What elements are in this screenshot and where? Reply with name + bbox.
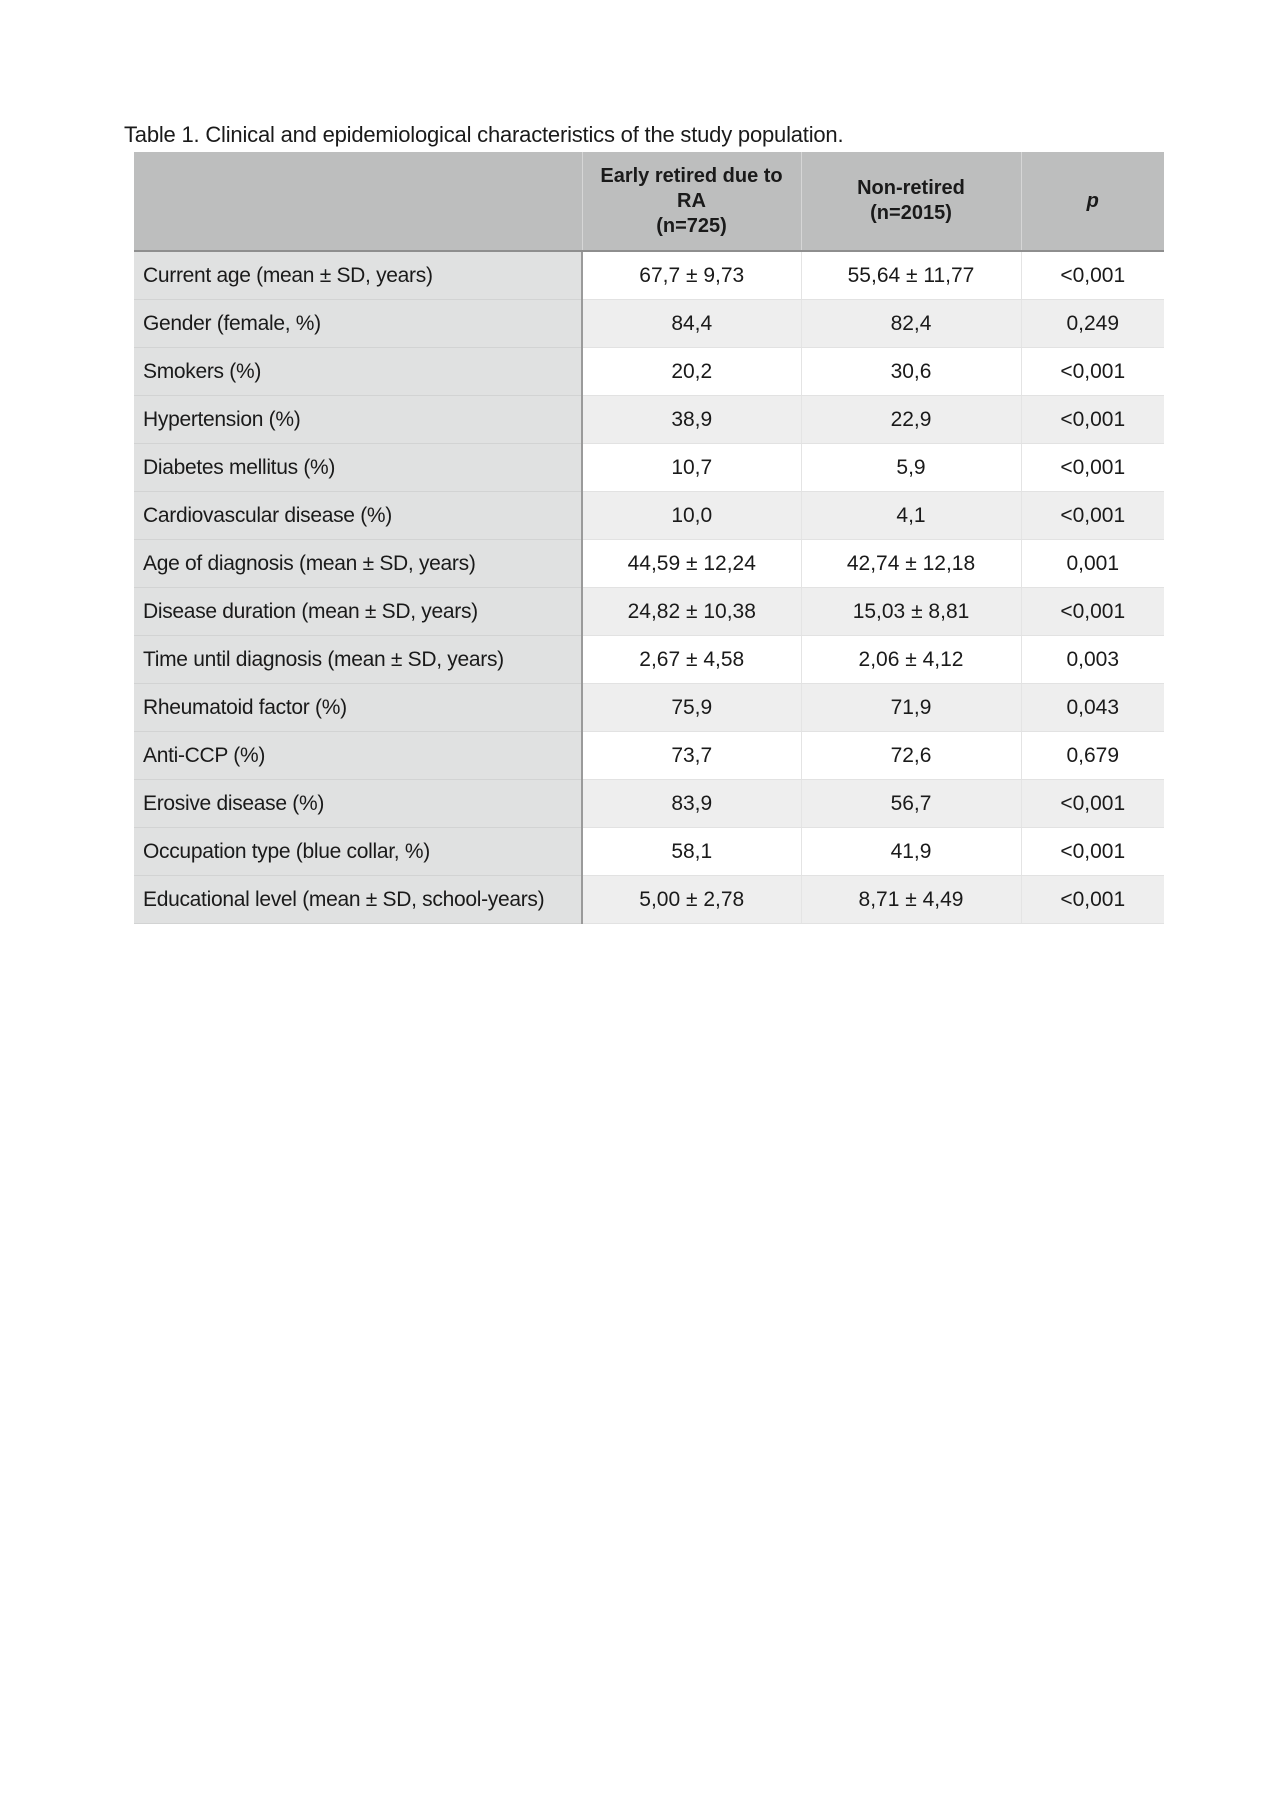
header-p-label: p [1086,189,1099,212]
row-label: Rheumatoid factor (%) [134,684,582,732]
cell-p-value: 0,043 [1021,684,1164,732]
table-row [134,780,1164,828]
cell-p-value: <0,001 [1021,780,1164,828]
cell-p-value: <0,001 [1021,492,1164,540]
header-non-retired-n: (n=2015) [870,202,952,224]
header-early-retired [582,152,801,251]
header-non-retired [801,152,1021,251]
table-row [134,876,1164,924]
cell-p-value: 0,249 [1021,300,1164,348]
cell-non-retired: 5,9 [801,444,1021,492]
cell-early-retired: 2,67 ± 4,58 [582,636,801,684]
cell-non-retired: 56,7 [801,780,1021,828]
cell-non-retired: 41,9 [801,828,1021,876]
cell-early-retired: 58,1 [582,828,801,876]
cell-early-retired: 38,9 [582,396,801,444]
cell-p-value: <0,001 [1021,348,1164,396]
cell-non-retired: 55,64 ± 11,77 [801,251,1021,300]
cell-early-retired: 67,7 ± 9,73 [582,251,801,300]
cell-p-value: <0,001 [1021,588,1164,636]
cell-p-value: 0,001 [1021,540,1164,588]
cell-p-value: <0,001 [1021,396,1164,444]
row-label: Current age (mean ± SD, years) [134,251,582,300]
header-row [134,152,1164,251]
header-early-retired-line2: RA [677,189,706,212]
row-label: Cardiovascular disease (%) [134,492,582,540]
cell-non-retired: 72,6 [801,732,1021,780]
cell-non-retired: 82,4 [801,300,1021,348]
row-label: Anti-CCP (%) [134,732,582,780]
cell-early-retired: 24,82 ± 10,38 [582,588,801,636]
header-characteristic [134,152,582,251]
cell-early-retired: 20,2 [582,348,801,396]
row-label: Occupation type (blue collar, %) [134,828,582,876]
table-caption: Table 1. Clinical and epidemiological characteristics of the study population. [124,122,844,147]
table-row [134,444,1164,492]
table-row [134,300,1164,348]
table-row [134,492,1164,540]
header-early-retired-n: (n=725) [656,214,727,237]
table-row [134,684,1164,732]
header-early-retired-line1: Early retired due to [600,164,783,187]
cell-p-value: 0,679 [1021,732,1164,780]
table-header [134,152,1164,251]
cell-p-value: <0,001 [1021,444,1164,492]
cell-p-value: 0,003 [1021,636,1164,684]
cell-non-retired: 71,9 [801,684,1021,732]
row-label: Disease duration (mean ± SD, years) [134,588,582,636]
table-row [134,732,1164,780]
cell-p-value: <0,001 [1021,876,1164,924]
cell-non-retired: 30,6 [801,348,1021,396]
header-p-value [1021,152,1164,251]
table-row [134,636,1164,684]
table-row [134,396,1164,444]
cell-non-retired: 4,1 [801,492,1021,540]
cell-early-retired: 75,9 [582,684,801,732]
cell-non-retired: 2,06 ± 4,12 [801,636,1021,684]
row-label: Age of diagnosis (mean ± SD, years) [134,540,582,588]
table-row [134,251,1164,300]
table-row [134,828,1164,876]
row-label: Erosive disease (%) [134,780,582,828]
cell-early-retired: 44,59 ± 12,24 [582,540,801,588]
cell-early-retired: 83,9 [582,780,801,828]
cell-early-retired: 84,4 [582,300,801,348]
row-label: Hypertension (%) [134,396,582,444]
cell-early-retired: 5,00 ± 2,78 [582,876,801,924]
cell-early-retired: 10,0 [582,492,801,540]
row-label: Smokers (%) [134,348,582,396]
table-row [134,540,1164,588]
row-label: Diabetes mellitus (%) [134,444,582,492]
cell-non-retired: 22,9 [801,396,1021,444]
cell-early-retired: 10,7 [582,444,801,492]
cell-p-value: <0,001 [1021,251,1164,300]
cell-non-retired: 15,03 ± 8,81 [801,588,1021,636]
row-label: Educational level (mean ± SD, school-years) [134,876,582,924]
characteristics-table [134,152,1164,924]
cell-non-retired: 8,71 ± 4,49 [801,876,1021,924]
table-row [134,588,1164,636]
header-non-retired-line1: Non-retired [857,177,965,199]
row-label: Time until diagnosis (mean ± SD, years) [134,636,582,684]
cell-non-retired: 42,74 ± 12,18 [801,540,1021,588]
cell-early-retired: 73,7 [582,732,801,780]
table-body [134,251,1164,924]
cell-p-value: <0,001 [1021,828,1164,876]
row-label: Gender (female, %) [134,300,582,348]
table-row [134,348,1164,396]
